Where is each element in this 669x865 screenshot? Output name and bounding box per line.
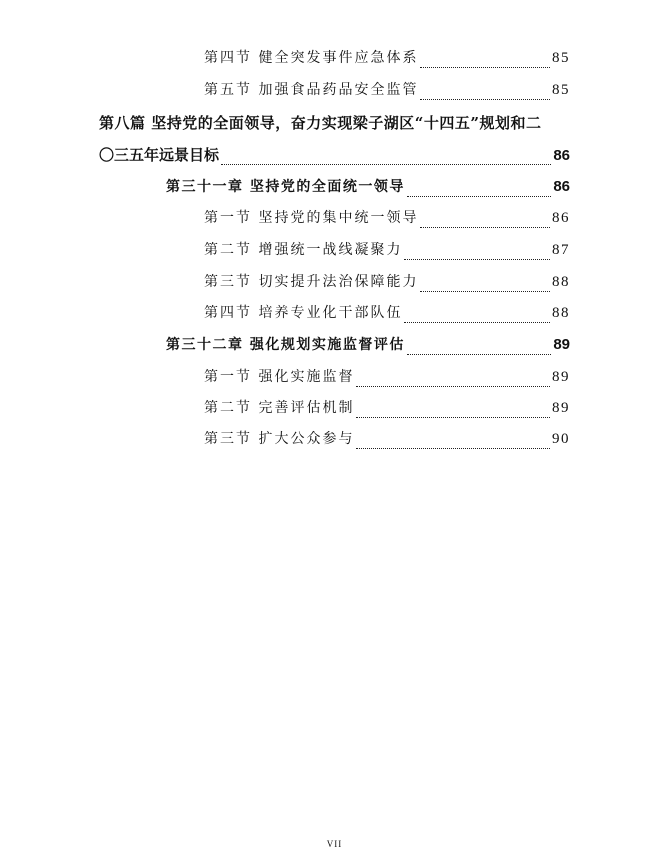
toc-entry-title: 第一节 坚持党的集中统一领导	[204, 210, 419, 226]
dot-leader	[420, 217, 550, 228]
toc-entry[interactable]	[204, 272, 570, 292]
dot-leader	[407, 344, 551, 355]
toc-entry-title: 第一节 强化实施监督	[204, 369, 355, 385]
toc-entry[interactable]	[204, 48, 570, 68]
toc-part-title-line2: 〇三五年远景目标	[99, 146, 220, 164]
toc-entry[interactable]	[204, 80, 570, 100]
toc-chapter-entry[interactable]	[166, 177, 570, 197]
toc-entry-title: 第三节 扩大公众参与	[204, 431, 355, 447]
toc-entry-page: 87	[552, 242, 570, 258]
toc-entry-title: 第四节 健全突发事件应急体系	[204, 50, 419, 66]
toc-entry-page: 88	[552, 305, 570, 321]
toc-entry-page: 90	[552, 431, 570, 447]
toc-entry-page: 89	[552, 400, 570, 416]
toc-part-title-line1[interactable]: 第八篇 坚持党的全面领导，奋力实现梁子湖区“十四五”规划和二	[99, 114, 542, 132]
toc-entry-title: 第三节 切实提升法治保障能力	[204, 274, 419, 290]
page-number: VII	[326, 839, 343, 849]
toc-entry[interactable]	[204, 303, 570, 323]
dot-leader	[356, 376, 550, 387]
toc-entry-page: 89	[553, 336, 570, 353]
toc-entry-page: 89	[552, 369, 570, 385]
toc-entry-page: 86	[553, 147, 570, 164]
toc-entry[interactable]	[204, 367, 570, 387]
dot-leader	[356, 407, 550, 418]
toc-entry-page: 85	[552, 50, 570, 66]
dot-leader	[420, 89, 550, 100]
toc-entry-page: 88	[552, 274, 570, 290]
toc-entry-title: 第二节 增强统一战线凝聚力	[204, 242, 403, 258]
toc-entry-title: 第四节 培养专业化干部队伍	[204, 305, 403, 321]
dot-leader	[404, 312, 550, 323]
toc-part-entry[interactable]	[99, 145, 570, 165]
dot-leader	[407, 186, 551, 197]
dot-leader	[404, 249, 550, 260]
dot-leader	[356, 438, 550, 449]
dot-leader	[420, 57, 550, 68]
dot-leader	[420, 281, 550, 292]
toc-entry-title: 第二节 完善评估机制	[204, 400, 355, 416]
toc-entry[interactable]	[204, 208, 570, 228]
toc-entry-title: 第三十一章 坚持党的全面统一领导	[166, 179, 405, 195]
toc-chapter-entry[interactable]	[166, 335, 570, 355]
toc-entry[interactable]	[204, 429, 570, 449]
toc-entry-page: 86	[553, 178, 570, 195]
toc-entry-title: 第五节 加强食品药品安全监管	[204, 82, 419, 98]
toc-entry-page: 85	[552, 82, 570, 98]
toc-entry-page: 86	[552, 210, 570, 226]
toc-entry[interactable]	[204, 240, 570, 260]
toc-entry[interactable]	[204, 398, 570, 418]
toc-entry-title: 第三十二章 强化规划实施监督评估	[166, 337, 405, 353]
dot-leader	[221, 154, 551, 165]
